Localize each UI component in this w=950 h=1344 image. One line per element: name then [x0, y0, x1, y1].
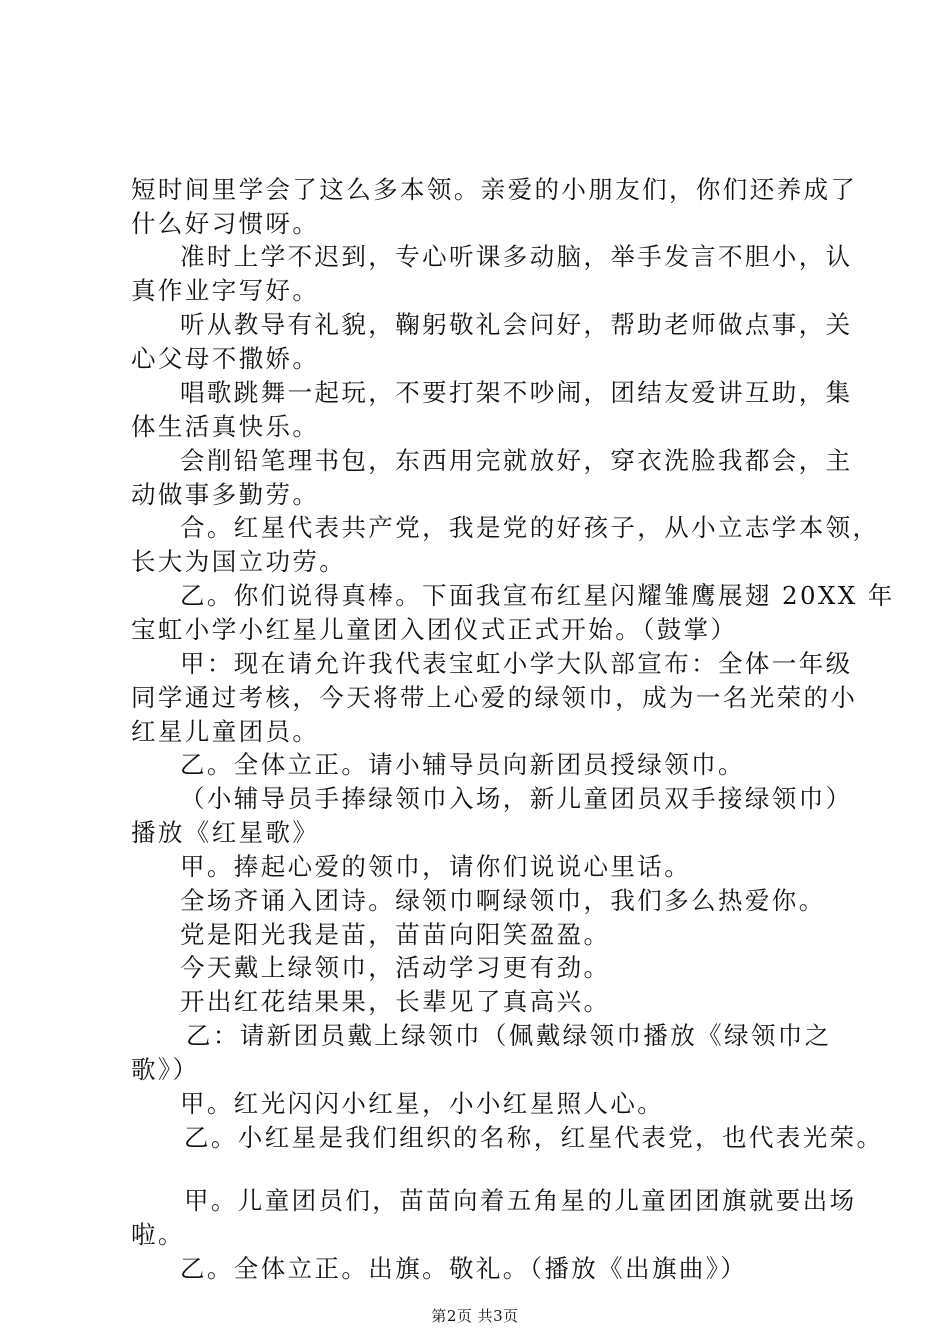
text-line: 准时上学不迟到，专心听课多动脑，举手发言不胆小，认 — [180, 242, 853, 271]
text-line: 同学通过考核，今天将带上心爱的绿领巾，成为一名光荣的小 — [131, 683, 858, 712]
text-line: 党是阳光我是苗，苗苗向阳笑盈盈。 — [180, 920, 611, 949]
text-line: （小辅导员手捧绿领巾入场，新儿童团员双手接绿领巾） — [180, 784, 853, 813]
text-line: 红星儿童团员。 — [131, 717, 320, 746]
text-line: 宝虹小学小红星儿童团入团仪式正式开始。（鼓掌） — [131, 615, 738, 644]
text-line: 甲：现在请允许我代表宝虹小学大队部宣布：全体一年级 — [180, 649, 853, 678]
text-line: 心父母不撒娇。 — [131, 344, 320, 373]
text-line: 全场齐诵入团诗。绿领巾啊绿领巾，我们多么热爱你。 — [180, 886, 826, 915]
text-line: 啦。 — [131, 1220, 185, 1249]
text-line: 什么好习惯呀。 — [131, 209, 320, 238]
text-line: 乙。全体立正。请小辅导员向新团员授绿领巾。 — [180, 750, 745, 779]
text-line: 开出红花结果果，长辈见了真高兴。 — [180, 987, 611, 1016]
text-line: 播放《红星歌》 — [131, 818, 320, 847]
text-line: 合。红星代表共产党，我是党的好孩子，从小立志学本领， — [180, 513, 880, 542]
text-line: 乙：请新团员戴上绿领巾（佩戴绿领巾播放《绿领巾之 — [186, 1021, 832, 1050]
text-line: 乙。小红星是我们组织的名称，红星代表党，也代表光荣。 — [184, 1123, 884, 1152]
text-line: 今天戴上绿领巾，活动学习更有劲。 — [180, 953, 611, 982]
text-line: 动做事多勤劳。 — [131, 480, 320, 509]
text-line: 唱歌跳舞一起玩，不要打架不吵闹，团结友爱讲互助，集 — [180, 378, 853, 407]
text-line: 甲。捧起心爱的领巾，请你们说说心里话。 — [180, 852, 692, 881]
text-line: 听从教导有礼貌，鞠躬敬礼会问好，帮助老师做点事，关 — [180, 310, 853, 339]
text-line: 短时间里学会了这么多本领。亲爱的小朋友们，你们还养成了 — [131, 175, 858, 204]
page-footer: 第2页 共3页 — [431, 1307, 519, 1325]
text-line: 甲。红光闪闪小红星，小小红星照人心。 — [180, 1089, 665, 1118]
text-line: 甲。儿童团员们，苗苗向着五角星的儿童团团旗就要出场 — [184, 1186, 857, 1215]
text-line: 会削铅笔理书包，东西用完就放好，穿衣洗脸我都会，主 — [180, 446, 853, 475]
text-line: 歌》） — [131, 1055, 200, 1084]
text-line: 长大为国立功劳。 — [131, 547, 347, 576]
text-line: 真作业字写好。 — [131, 276, 320, 305]
text-line: 乙。你们说得真棒。下面我宣布红星闪耀雏鹰展翅 20XX 年 — [180, 581, 895, 610]
text-line: 乙。全体立正。出旗。敬礼。（播放《出旗曲》） — [180, 1254, 748, 1283]
text-line: 体生活真快乐。 — [131, 412, 320, 441]
